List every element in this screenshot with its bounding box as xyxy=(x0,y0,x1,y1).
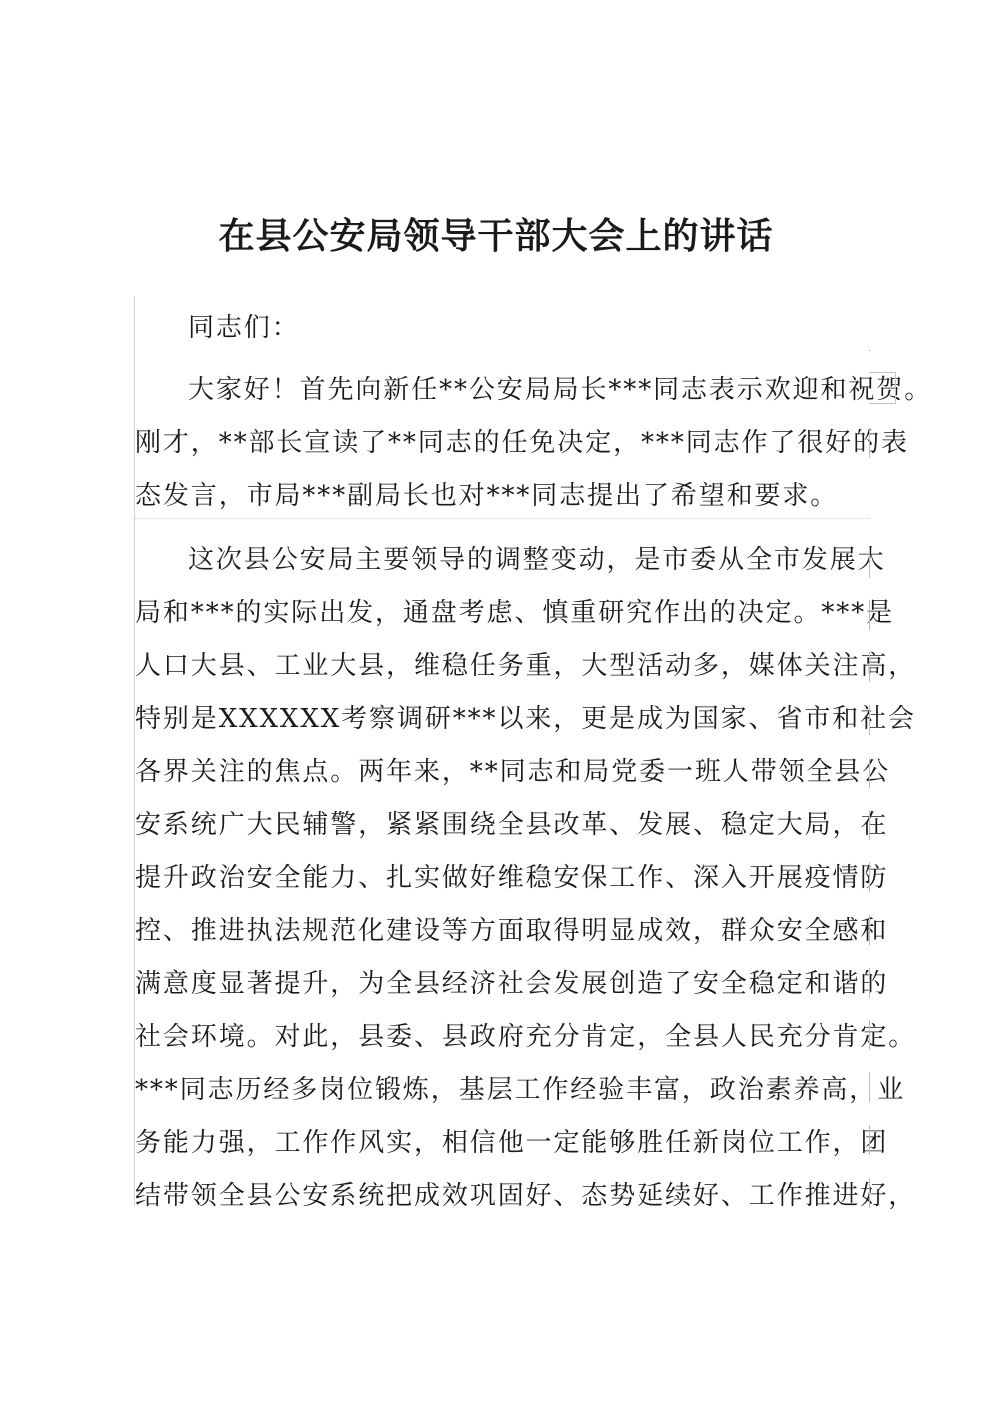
paragraph-2-line-2: 局和***的实际出发，通盘考虑、慎重研究作出的决定。***是 xyxy=(135,598,895,628)
salutation: 同志们： xyxy=(188,313,300,343)
paragraph-2-line-10: 社会环境。对此，县委、县政府充分肯定，全县人民充分肯定。 xyxy=(135,1022,917,1052)
text-boundary-mark xyxy=(869,862,870,892)
text-boundary-mark xyxy=(869,600,870,630)
paragraph-2-line-4: 特别是XXXXXX考察调研***以来，更是成为国家、省市和社会 xyxy=(135,704,916,734)
text-boundary-mark xyxy=(869,968,870,998)
paragraph-2-line-12: 务能力强，工作作风实，相信他一定能够胜任新岗位工作，团 xyxy=(135,1128,889,1158)
text-boundary-mark xyxy=(869,548,870,578)
paragraph-2-line-6: 安系统广大民辅警，紧紧围绕全县改革、发展、稳定大局，在 xyxy=(135,810,889,840)
paragraph-2-line-5: 各界关注的焦点。两年来，**同志和局党委一班人带领全县公 xyxy=(135,757,891,787)
text-boundary-mark xyxy=(869,1020,870,1050)
text-boundary-mark xyxy=(869,1178,870,1208)
text-boundary-mark xyxy=(869,810,870,840)
text-boundary-mark xyxy=(869,350,870,351)
paragraph-separator xyxy=(135,518,870,519)
paragraph-2-line-13: 结带领全县公安系统把成效巩固好、态势延续好、工作推进好， xyxy=(135,1181,917,1211)
text-boundary-mark xyxy=(869,1072,870,1102)
text-boundary-mark xyxy=(869,705,870,735)
paragraph-2-line-11: ***同志历经多岗位锻炼，基层工作经验丰富，政治素养高，业 xyxy=(135,1075,906,1105)
text-boundary-mark xyxy=(869,428,870,458)
text-boundary-mark xyxy=(869,372,896,404)
paragraph-2-line-7: 提升政治安全能力、扎实做好维稳安保工作、深入开展疫情防 xyxy=(135,863,889,893)
paragraph-2-line-9: 满意度显著提升，为全县经济社会发展创造了安全稳定和谐的 xyxy=(135,969,889,999)
text-boundary-mark xyxy=(869,1125,870,1155)
document-body xyxy=(134,296,933,1211)
paragraph-1-line-1: 大家好！首先向新任**公安局局长***同志表示欢迎和祝贺。 xyxy=(188,375,933,405)
document-title: 在县公安局领导干部大会上的讲话 xyxy=(218,215,774,257)
paragraph-2-line-8: 控、推进执法规范化建设等方面取得明显成效，群众安全感和 xyxy=(135,916,889,946)
text-boundary-mark xyxy=(869,652,870,682)
paragraph-2-line-3: 人口大县、工业大县，维稳任务重，大型活动多，媒体关注高， xyxy=(135,651,917,681)
paragraph-1-line-3: 态发言，市局***副局长也对***同志提出了希望和要求。 xyxy=(135,481,839,511)
paragraph-2-line-1: 这次县公安局主要领导的调整变动，是市委从全市发展大 xyxy=(188,545,886,575)
text-boundary-mark xyxy=(869,758,870,788)
paragraph-1-line-2: 刚才，**部长宣读了**同志的任免决定，***同志作了很好的表 xyxy=(135,428,909,458)
text-boundary-mark xyxy=(869,915,870,945)
